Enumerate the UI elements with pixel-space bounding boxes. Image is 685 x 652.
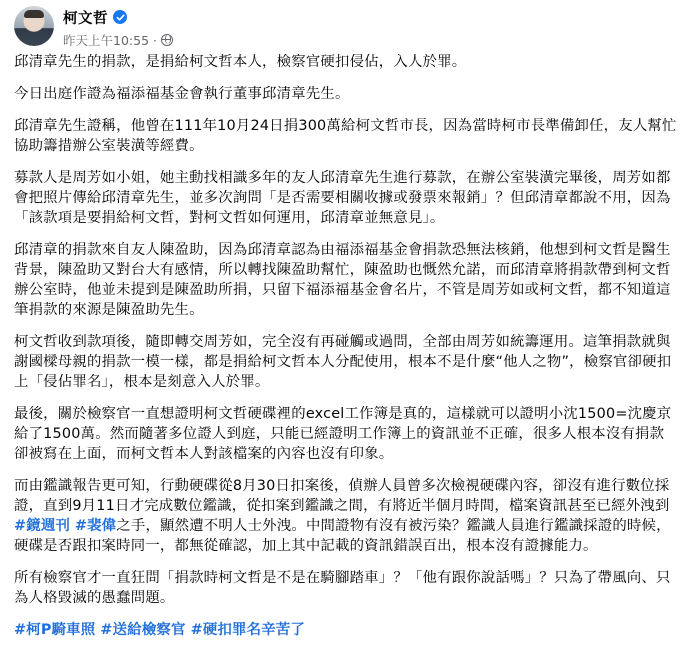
paragraph: 今日出庭作證為福添福基金會執行董事邱清章先生。 bbox=[14, 86, 350, 102]
globe-icon[interactable] bbox=[161, 34, 173, 46]
author-avatar[interactable] bbox=[14, 6, 54, 46]
post-subline bbox=[63, 31, 173, 49]
paragraph: 募款人是周芳如小姐，她主動找相識多年的友人邱清章先生進行募款，在辦公室裝潢完畢後，周芳如都會把照片傳給邱清章先生，並多次詢問「是否需要相關收據或發票來報銷」？但邱清章都說不用，因為「該款項是要捐給柯文哲，對柯文哲如何運用，邱清章並無意見」。 bbox=[14, 170, 671, 226]
paragraph: 邱清章先生證稱，他曾在111年10月24日捐300萬給柯文哲市長，因為當時柯市長準備卸任，友人幫忙協助籌措辦公室裝潢等經費。 bbox=[14, 118, 677, 154]
verified-badge-icon bbox=[113, 10, 127, 24]
paragraph: 最後，關於檢察官一直想證明柯文哲硬碟裡的excel工作簿是真的，這樣就可以證明小沈1500=沈慶京給了1500萬。然而隨著多位證人到庭，只能已經證明工作簿上的資訊並不正確，很多人根本沒有捐款卻被寫在上面，而柯文哲本人對該檔案的內容也沒有印象。 bbox=[14, 406, 672, 462]
hashtag-link[interactable]: #送給檢察官 bbox=[100, 622, 186, 638]
post-body bbox=[14, 52, 678, 652]
paragraph: 邱清章的捐款來自友人陳盈助，因為邱清章認為由福添福基金會捐款恐無法核銷，他想到柯文哲是醫生背景，陳盈助又對台大有感情，所以轉找陳盈助幫忙，陳盈助也慨然允諾，而邱清章將捐款帶到柯文哲辦公室時，他並未提到是陳盈助所捐，只留下福添福基金會名片，不管是周芳如或柯文哲，都不知道這筆捐款的來源是陳盈助先生。 bbox=[14, 242, 671, 318]
paragraph-text: 而由鑑識報告更可知，行動硬碟從8月30日扣案後，偵辦人員曾多次檢視硬碟內容，卻沒有進行數位採證，直到9月11日才完成數位鑑識，從扣案到鑑識之間，有將近半個月時間，檔案資訊甚至已經外洩到 bbox=[14, 478, 670, 514]
hashtag-link[interactable]: #鏡週刊 bbox=[14, 518, 71, 534]
hashtag-link[interactable]: #柯P騎車照 bbox=[14, 622, 96, 638]
author-name[interactable]: 柯文哲 bbox=[63, 10, 108, 27]
paragraph: 邱清章先生的捐款，是捐給柯文哲本人，檢察官硬扣侵佔，入人於罪。 bbox=[14, 54, 467, 70]
separator-dot: · bbox=[153, 32, 158, 48]
paragraph: 柯文哲收到款項後，隨即轉交周芳如，完全沒有再碰觸或過問，全部由周芳如統籌運用。這筆捐款就與謝國樑母親的捐款一模一樣，都是捐給柯文哲本人分配使用，根本不是什麼“他人之物”，檢察官卻硬扣上「侵佔罪名」，根本是刻意入人於罪。 bbox=[14, 334, 672, 390]
paragraph: 所有檢察官才一直狂問「捐款時柯文哲是不是在騎腳踏車」？「他有跟你說話嗎」？只為了帶風向、只為人格毀滅的愚蠢問題。 bbox=[14, 570, 671, 606]
paragraph-text: 之手，顯然遭不明人士外洩。中間證物有沒有被污染？鑑識人員進行鑑識採證的時候，硬碟是否跟扣案時同一，都無從確認，加上其中記載的資訊錯誤百出，根本沒有證據能力。 bbox=[14, 518, 671, 554]
paragraph-forensics bbox=[14, 476, 678, 556]
post-header bbox=[14, 6, 173, 49]
post-timestamp[interactable]: 昨天上午10:55 bbox=[63, 33, 150, 48]
hashtag-link[interactable]: #裴偉 bbox=[74, 518, 117, 534]
post-meta bbox=[63, 8, 173, 49]
hashtag-link[interactable]: #硬扣罪名辛苦了 bbox=[190, 622, 305, 638]
author-row bbox=[63, 8, 173, 26]
hashtag-row bbox=[14, 620, 678, 640]
